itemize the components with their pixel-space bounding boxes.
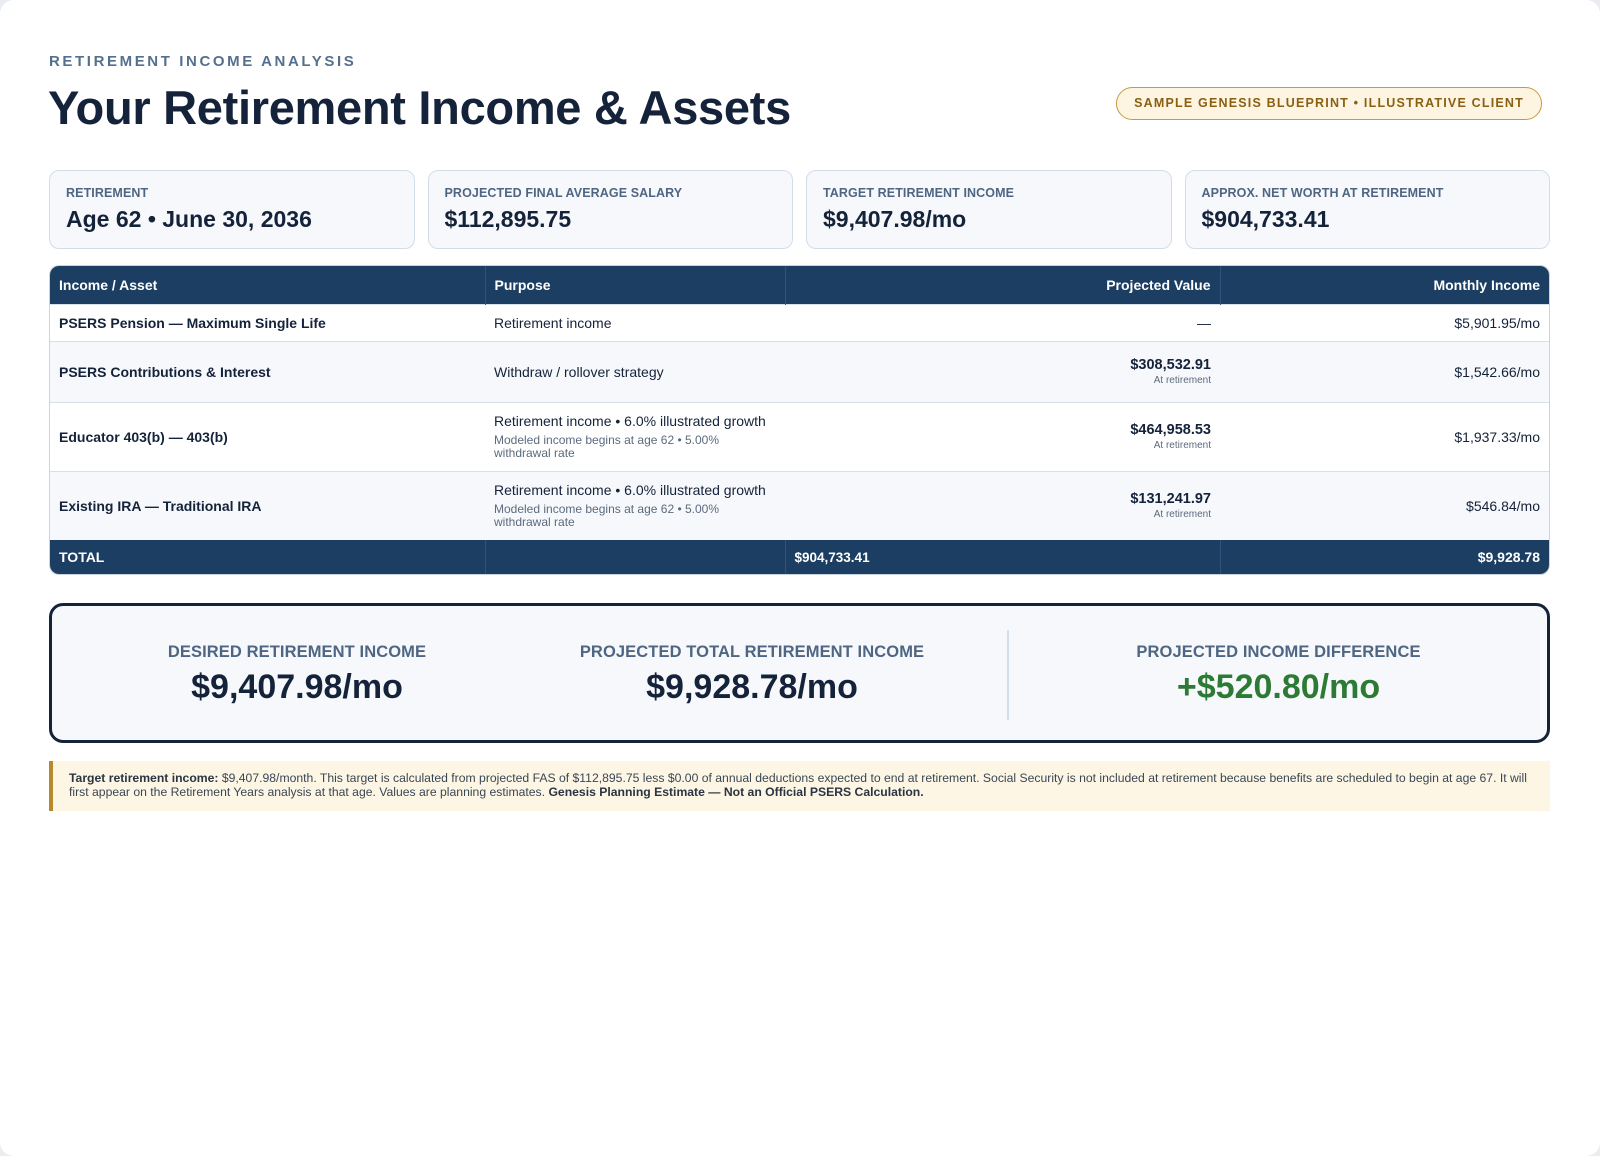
note-body: $9,407.98/month. This target is calculated from projected FAS of $112,895.75 less $0.00 of annual deductions expected to end at retirement. Social Security is not included at retirement because benefits are scheduled to begin at age 67. It will first appear on the Retirement Years analysis at that age. Values are planning estimates. bbox=[69, 771, 1527, 799]
projected-value-note: At retirement bbox=[1153, 509, 1211, 521]
purpose-cell bbox=[485, 402, 785, 471]
income-difference-label: PROJECTED INCOME DIFFERENCE bbox=[1136, 643, 1421, 661]
total-monthly-income: $9,928.78 bbox=[1220, 540, 1549, 574]
summary-cards bbox=[49, 170, 1550, 249]
asset-name: PSERS Pension — Maximum Single Life bbox=[59, 314, 326, 331]
projected-value-cell bbox=[785, 304, 1220, 341]
total-projected-value: $904,733.41 bbox=[785, 540, 1220, 574]
sample-badge: SAMPLE GENESIS BLUEPRINT • ILLUSTRATIVE CLIENT bbox=[1116, 87, 1542, 120]
income-difference-value: +$520.80/mo bbox=[1176, 668, 1381, 706]
section-eyebrow: RETIREMENT INCOME ANALYSIS bbox=[49, 53, 357, 70]
purpose-text: Retirement income bbox=[494, 314, 612, 331]
desired-income-block bbox=[52, 606, 542, 740]
summary-divider bbox=[1007, 630, 1009, 720]
projected-income-label: PROJECTED TOTAL RETIREMENT INCOME bbox=[579, 643, 925, 661]
purpose-text: Retirement income • 6.0% illustrated growth bbox=[494, 482, 766, 499]
purpose-cell bbox=[485, 341, 785, 402]
asset-cell bbox=[50, 304, 485, 341]
card-final-average-salary bbox=[428, 170, 794, 249]
projected-value: $308,532.91 bbox=[1130, 357, 1211, 373]
asset-cell bbox=[50, 402, 485, 471]
desired-income-label: DESIRED RETIREMENT INCOME bbox=[167, 643, 427, 661]
income-assets-table bbox=[49, 265, 1550, 575]
asset-name: Existing IRA — Traditional IRA bbox=[59, 497, 262, 514]
table-row bbox=[50, 402, 1549, 471]
projected-income-value: $9,928.78/mo bbox=[646, 668, 858, 706]
projected-value: — bbox=[1197, 314, 1211, 331]
purpose-note: Modeled income begins at age 62 • 5.00% withdrawal rate bbox=[494, 433, 720, 460]
projected-value: $131,241.97 bbox=[1130, 491, 1211, 508]
total-purpose-cell bbox=[485, 540, 785, 574]
monthly-income-cell: $546.84/mo bbox=[1220, 471, 1549, 540]
asset-name: PSERS Contributions & Interest bbox=[59, 363, 271, 380]
card-value: $904,733.41 bbox=[1201, 206, 1330, 232]
projected-value-note: At retirement bbox=[1153, 375, 1211, 386]
note-lead: Target retirement income: bbox=[69, 771, 219, 785]
card-label: APPROX. NET WORTH AT RETIREMENT bbox=[1201, 186, 1444, 200]
projected-value-cell bbox=[785, 341, 1220, 402]
monthly-income-cell: $1,542.66/mo bbox=[1220, 341, 1549, 402]
purpose-note: Modeled income begins at age 62 • 5.00% withdrawal rate bbox=[494, 502, 720, 530]
asset-cell bbox=[50, 471, 485, 540]
column-header-monthly-income: Monthly Income bbox=[1220, 266, 1549, 304]
purpose-text: Withdraw / rollover strategy bbox=[494, 363, 664, 380]
card-value: Age 62 • June 30, 2036 bbox=[66, 206, 312, 232]
table-row bbox=[50, 471, 1549, 540]
table-row bbox=[50, 341, 1549, 402]
income-difference-block bbox=[1010, 606, 1547, 740]
projected-value-note: At retirement bbox=[1153, 440, 1211, 451]
table-row bbox=[50, 304, 1549, 341]
projected-value-cell bbox=[785, 402, 1220, 471]
monthly-income-cell: $1,937.33/mo bbox=[1220, 402, 1549, 471]
card-label: RETIREMENT bbox=[66, 186, 149, 200]
purpose-text: Retirement income • 6.0% illustrated growth bbox=[494, 413, 766, 429]
monthly-income-cell: $5,901.95/mo bbox=[1220, 304, 1549, 341]
table-total-row bbox=[50, 540, 1549, 574]
column-header-purpose: Purpose bbox=[485, 266, 785, 304]
target-income-note bbox=[49, 761, 1550, 811]
note-disclaimer: Genesis Planning Estimate — Not an Official PSERS Calculation. bbox=[548, 784, 924, 799]
card-value: $9,407.98/mo bbox=[823, 206, 967, 232]
projected-income-block bbox=[542, 606, 962, 740]
projected-value-cell bbox=[785, 471, 1220, 540]
projected-value: $464,958.53 bbox=[1130, 422, 1211, 438]
card-retirement bbox=[49, 170, 415, 249]
table-header-row bbox=[50, 266, 1549, 304]
desired-income-value: $9,407.98/mo bbox=[191, 668, 403, 706]
asset-name: Educator 403(b) — 403(b) bbox=[59, 428, 228, 445]
card-label: TARGET RETIREMENT INCOME bbox=[823, 186, 1015, 200]
card-value: $112,895.75 bbox=[444, 206, 572, 232]
total-label: TOTAL bbox=[50, 540, 485, 574]
purpose-cell bbox=[485, 304, 785, 341]
card-net-worth bbox=[1185, 170, 1551, 249]
column-header-projected-value: Projected Value bbox=[785, 266, 1220, 304]
income-comparison-panel bbox=[49, 603, 1550, 743]
purpose-cell bbox=[485, 471, 785, 540]
page-title: Your Retirement Income & Assets bbox=[48, 81, 791, 134]
card-target-income bbox=[806, 170, 1172, 249]
asset-cell bbox=[50, 341, 485, 402]
card-label: PROJECTED FINAL AVERAGE SALARY bbox=[444, 186, 683, 200]
column-header-asset: Income / Asset bbox=[50, 266, 485, 304]
